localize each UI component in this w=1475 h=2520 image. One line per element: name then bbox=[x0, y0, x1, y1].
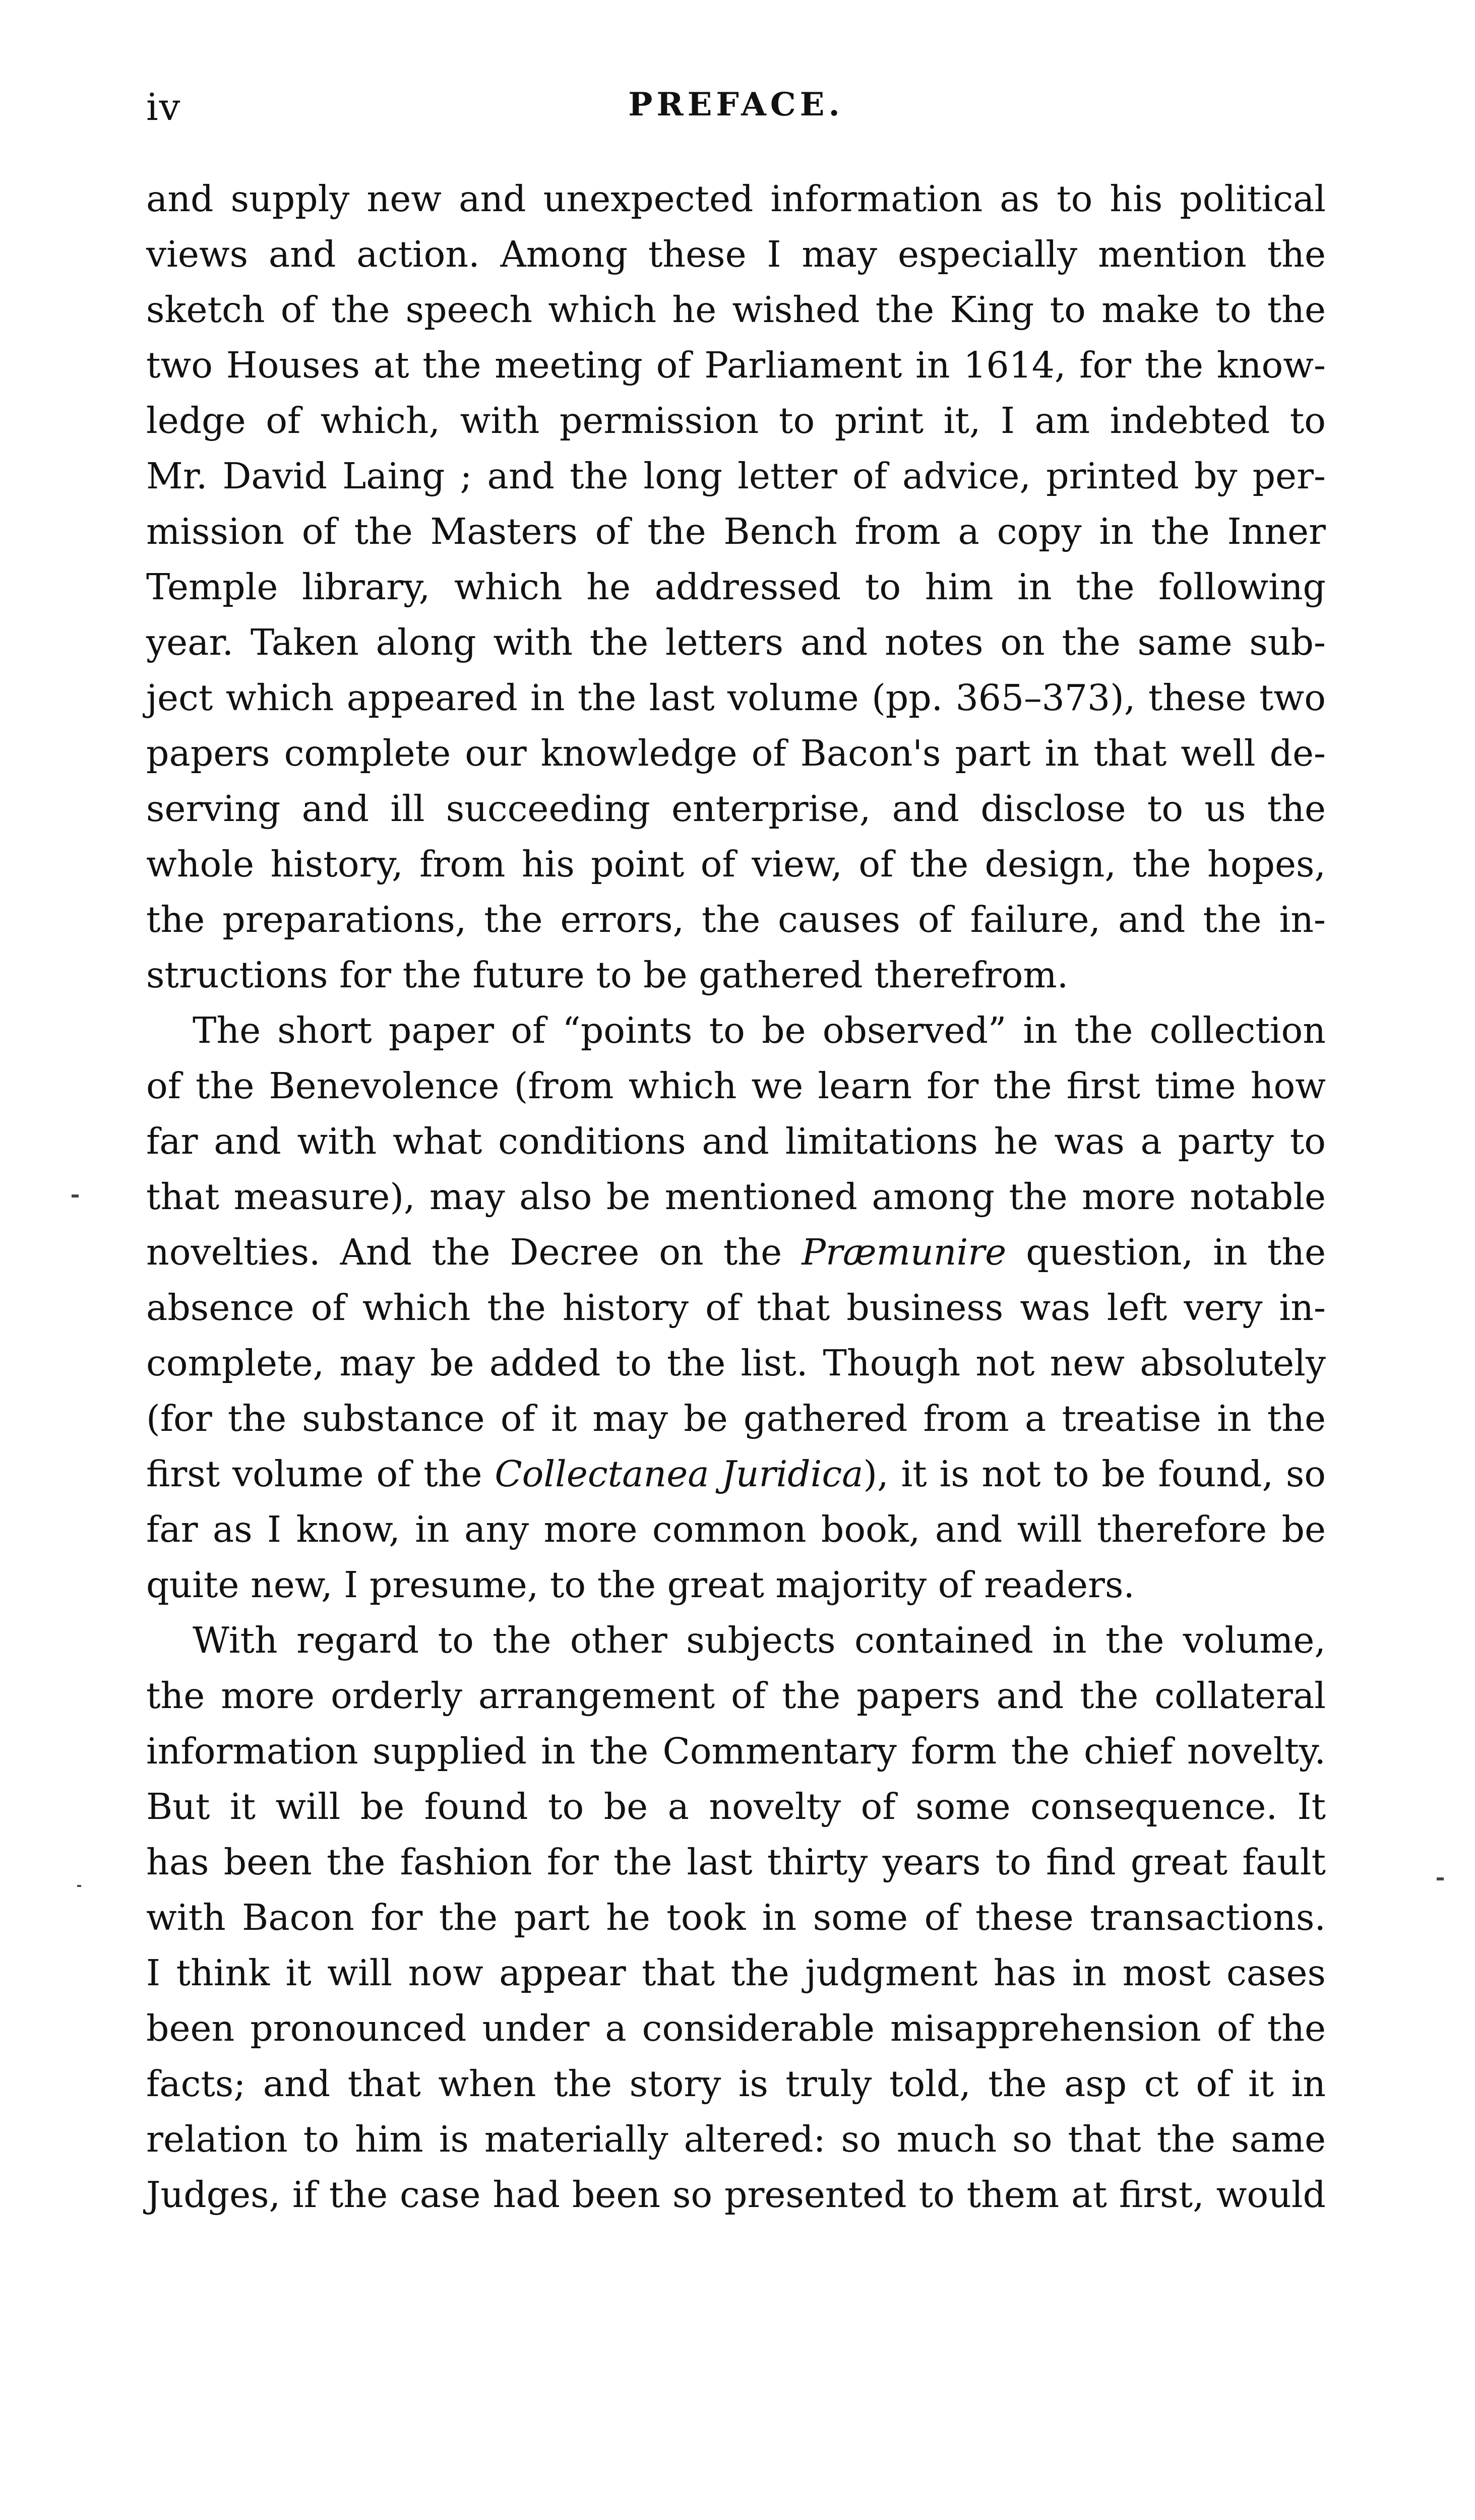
text-line: structions for the future to be gathered therefrom. bbox=[146, 954, 1069, 996]
text-line: The short paper of “points to be observed” in the collection bbox=[193, 1010, 1326, 1051]
text-line: sketch of the speech which he wished the King to make to the bbox=[146, 289, 1326, 331]
running-head bbox=[146, 86, 1326, 141]
text-line: But it will be found to be a novelty of some consequence. It bbox=[146, 1786, 1326, 1828]
text-line: complete, may be added to the list. Though not new absolutely bbox=[146, 1342, 1326, 1384]
margin-mark bbox=[77, 1885, 81, 1887]
text-line: novelties. And the Decree on the Præmunire question, in the bbox=[146, 1231, 1326, 1273]
text-line: that measure), may also be mentioned among the more notable bbox=[146, 1176, 1326, 1218]
text-line: Judges, if the case had been so presented to them at first, would bbox=[146, 2174, 1326, 2216]
text-line: facts; and that when the story is truly told, the asp ct of it in bbox=[146, 2063, 1326, 2105]
text-line: far and with what conditions and limitations he was a party to bbox=[146, 1120, 1326, 1162]
running-title: PREFACE. bbox=[628, 86, 844, 123]
text-line: with Bacon for the part he took in some of these transactions. bbox=[146, 1897, 1326, 1938]
text-line: year. Taken along with the letters and notes on the same sub- bbox=[146, 621, 1326, 663]
text-line: quite new, I presume, to the great majority of readers. bbox=[146, 1564, 1135, 1606]
text-line: information supplied in the Commentary form the chief novelty. bbox=[146, 1730, 1326, 1772]
page-number: iv bbox=[146, 86, 181, 129]
text-line: and supply new and unexpected information as to his political bbox=[146, 178, 1326, 220]
text-line: views and action. Among these I may especially mention the bbox=[146, 233, 1326, 275]
body-text bbox=[146, 171, 1326, 2223]
text-line: Mr. David Laing ; and the long letter of advice, printed by per- bbox=[146, 455, 1326, 497]
margin-mark bbox=[1437, 1877, 1444, 1880]
text-line: far as I know, in any more common book, and will therefore be bbox=[146, 1508, 1326, 1550]
text-line: two Houses at the meeting of Parliament in 1614, for the know- bbox=[146, 344, 1326, 386]
text-line: been pronounced under a considerable misapprehension of the bbox=[146, 2007, 1326, 2049]
text-line: of the Benevolence (from which we learn for the first time how bbox=[146, 1065, 1326, 1107]
text-line: first volume of the Collectanea Juridica), it is not to be found, so bbox=[146, 1453, 1326, 1495]
text-line: ject which appeared in the last volume (pp. 365–373), these two bbox=[146, 677, 1326, 719]
text-line: whole history, from his point of view, of the design, the hopes, bbox=[146, 843, 1326, 885]
text-line: relation to him is materially altered: so much so that the same bbox=[146, 2118, 1326, 2160]
paragraph-3 bbox=[146, 1613, 1326, 2223]
text-line: mission of the Masters of the Bench from a copy in the Inner bbox=[146, 511, 1326, 552]
text-line: Temple library, which he addressed to him in the following bbox=[146, 566, 1326, 608]
paragraph-2 bbox=[146, 1003, 1326, 1613]
paragraph-1 bbox=[146, 171, 1326, 1003]
text-line: papers complete our knowledge of Bacon's part in that well de- bbox=[146, 732, 1326, 774]
text-line: has been the fashion for the last thirty years to find great fault bbox=[146, 1841, 1326, 1883]
text-line: I think it will now appear that the judgment has in most cases bbox=[146, 1952, 1326, 1994]
text-line: (for the substance of it may be gathered from a treatise in the bbox=[146, 1398, 1326, 1439]
text-line: With regard to the other subjects contained in the volume, bbox=[193, 1619, 1326, 1661]
text-line: ledge of which, with permission to print it, I am indebted to bbox=[146, 400, 1326, 442]
text-line: serving and ill succeeding enterprise, and disclose to us the bbox=[146, 788, 1326, 830]
text-line: absence of which the history of that business was left very in- bbox=[146, 1287, 1326, 1329]
text-line: the more orderly arrangement of the papers and the collateral bbox=[146, 1675, 1326, 1717]
margin-mark bbox=[72, 1194, 79, 1198]
text-line: the preparations, the errors, the causes of failure, and the in- bbox=[146, 899, 1326, 940]
